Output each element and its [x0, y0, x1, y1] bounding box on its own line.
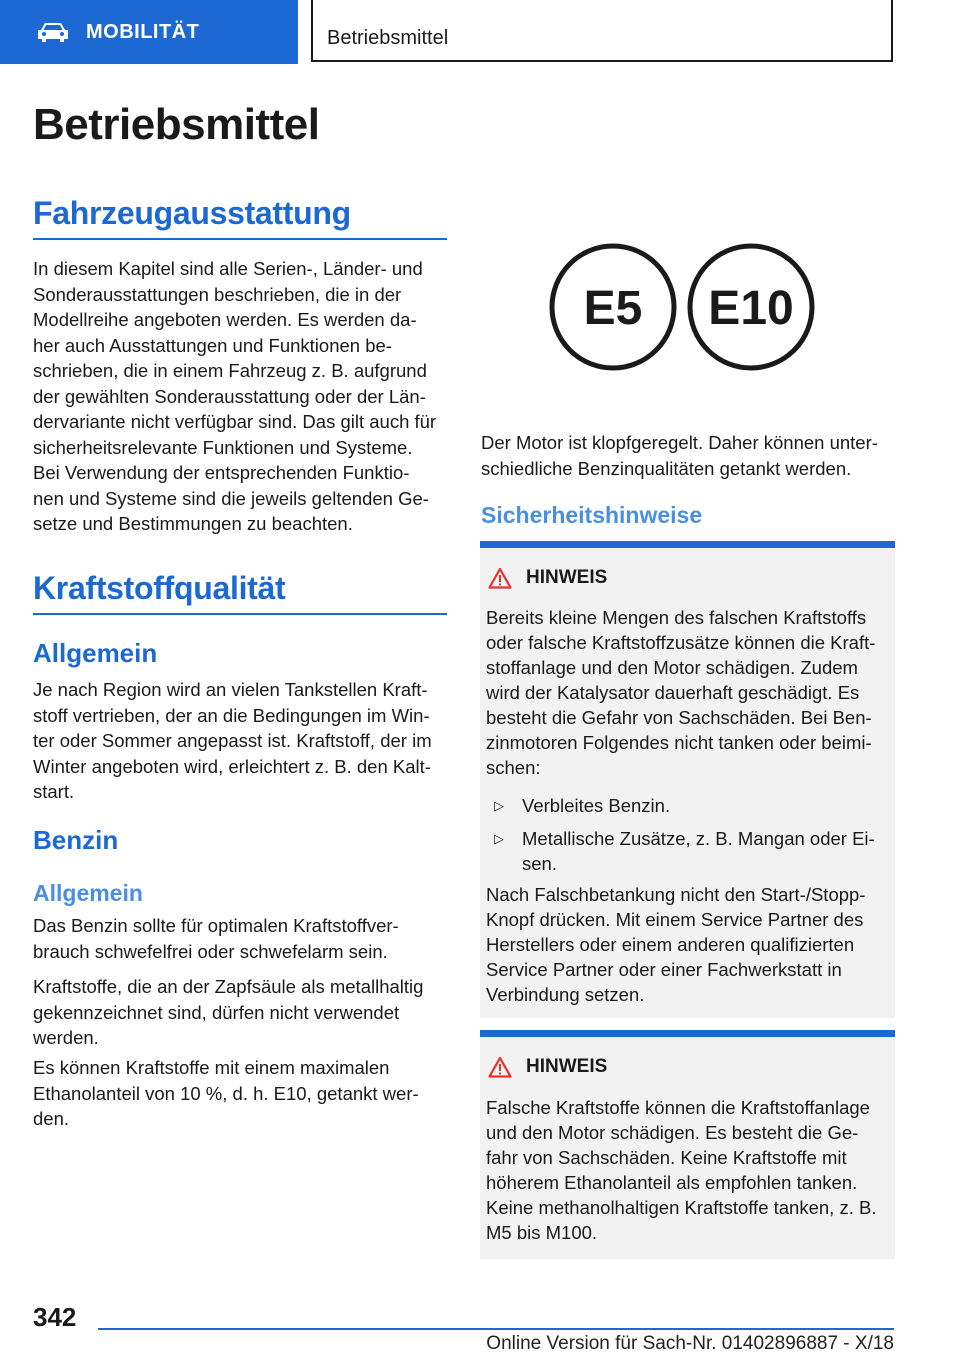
section-label: MOBILITÄT — [86, 20, 200, 43]
text-line: Metallische Zusätze, z. B. Mangan oder Ei- — [522, 828, 875, 849]
text-line: Nach Falschbetankung nicht den Start-/Stopp- — [486, 884, 866, 905]
text-line: Je nach Region wird an vielen Tankstellen Kraft- — [33, 679, 428, 700]
hinweis-box-2 — [480, 1030, 895, 1259]
e5-label: E5 — [583, 282, 643, 335]
text-line: sen. — [522, 853, 557, 874]
hinweis-label-1 — [488, 567, 607, 589]
text-line: gekennzeichnet sind, dürfen nicht verwendet — [33, 1001, 400, 1023]
e5-badge — [552, 246, 674, 368]
hinweis-text: HINWEIS — [526, 567, 608, 588]
text-line: Bei Verwendung der entsprechenden Funktio- — [33, 462, 410, 483]
footer-text: Online Version für Sach-Nr. 01402896887 - X/18 — [486, 1333, 894, 1354]
text-line: Es können Kraftstoffe mit einem maximalen — [33, 1057, 390, 1078]
text-line: und den Motor schädigen. Es besteht die Ge- — [486, 1122, 859, 1143]
heading-benzin: Benzin — [33, 825, 119, 855]
text-line: Herstellers oder einem anderen qualifizierten — [486, 934, 855, 955]
text-line: Keine methanolhaltigen Kraftstoffe tanken, z. B. — [486, 1197, 877, 1218]
text-line: Knopf drücken. Mit einem Service Partner des — [486, 909, 864, 930]
text-line: höherem Ethanolanteil als empfohlen tanken. — [486, 1172, 858, 1193]
page-title: Betriebsmittel — [33, 100, 320, 149]
heading-kraftstoffqualitaet: Kraftstoffqualität — [33, 570, 447, 615]
text-line: M5 bis M100. — [486, 1222, 598, 1243]
text-line: stoff vertrieben, der an die Bedingungen im Win- — [33, 704, 430, 726]
text-line: sicherheitsrelevante Funktionen und Systeme. — [33, 436, 413, 458]
text-line: schiedliche Benzinqualitäten getankt werden. — [481, 457, 852, 479]
chapter-tab[interactable] — [311, 0, 893, 62]
text-line: ter oder Sommer angepasst ist. Kraftstoff, der im — [33, 730, 432, 751]
text-line: werden. — [33, 1027, 99, 1048]
text-line: besteht die Gefahr von Sachschäden. Bei Ben- — [486, 707, 872, 728]
footer-divider — [98, 1328, 894, 1330]
text-line: brauch schwefelfrei oder schwefelarm sein. — [33, 940, 388, 962]
benzin-paragraph-3 — [33, 1055, 447, 1132]
text-line: Bereits kleine Mengen des falschen Kraftstoffs — [486, 607, 867, 628]
fuel-badges — [548, 240, 818, 374]
triangle-bullet-icon: ▷ — [494, 798, 504, 813]
chapter-label: Betriebsmittel — [327, 26, 449, 49]
text-line: Verbleites Benzin. — [522, 795, 671, 816]
section-tab[interactable] — [0, 0, 298, 64]
fahrzeug-text — [33, 256, 447, 537]
heading-sicherheitshinweise: Sicherheitshinweise — [481, 502, 703, 528]
motor-text — [481, 430, 895, 481]
hinweis-1-text — [486, 605, 890, 780]
hinweis-text: HINWEIS — [526, 1056, 608, 1077]
hinweis-1-after-text — [486, 882, 890, 1007]
text-line: Das Benzin sollte für optimalen Kraftstoffver- — [33, 915, 399, 936]
text-line: Service Partner oder einer Fachwerkstatt in — [486, 959, 842, 980]
text-line: Winter angeboten wird, erleichtert z. B. den Kalt- — [33, 755, 431, 777]
text-line: schen: — [486, 757, 541, 778]
text-line: In diesem Kapitel sind alle Serien-, Länder- und — [33, 258, 423, 279]
text-line: nen und Systeme sind die jeweils geltenden Ge- — [33, 487, 429, 509]
text-line: Kraftstoffe, die an der Zapfsäule als metallhaltig — [33, 976, 424, 997]
allgemein-text — [33, 677, 447, 805]
text-line: der gewählten Sonderausstattung oder der Län- — [33, 385, 426, 407]
hinweis-box-1 — [480, 541, 895, 1018]
page-number: 342 — [33, 1302, 77, 1332]
text-line: Der Motor ist klopfgeregelt. Daher können unter- — [481, 432, 878, 453]
text-line: den. — [33, 1108, 70, 1129]
text-line: Verbindung setzen. — [486, 984, 645, 1005]
triangle-bullet-icon: ▷ — [494, 831, 504, 846]
text-line: setze und Bestimmungen zu beachten. — [33, 513, 353, 534]
text-line: Modellreihe angeboten werden. Es werden da- — [33, 309, 417, 330]
heading-benzin-allgemein: Allgemein — [33, 880, 143, 906]
warning-triangle-icon — [488, 1056, 512, 1078]
car-icon — [36, 21, 70, 43]
text-line: zinmotoren Folgendes nicht tanken oder beimi- — [486, 732, 872, 753]
text-line: start. — [33, 781, 75, 802]
hinweis-2-text — [486, 1095, 890, 1245]
warning-triangle-icon — [488, 567, 512, 589]
e10-badge — [690, 246, 812, 368]
heading-fahrzeugausstattung: Fahrzeugausstattung — [33, 195, 447, 240]
text-line: Sonderausstattungen beschrieben, die in der — [33, 283, 402, 305]
text-line: oder falsche Kraftstoffzusätze können die Kraft- — [486, 632, 876, 653]
text-line: fahr von Sachschäden. Keine Kraftstoffe mit — [486, 1147, 847, 1168]
benzin-paragraph-2 — [33, 974, 447, 1051]
heading-allgemein: Allgemein — [33, 638, 158, 668]
e10-label: E10 — [708, 282, 794, 335]
text-line: schrieben, die in einem Fahrzeug z. B. aufgrund — [33, 360, 427, 381]
text-line: dervariante nicht verfügbar sind. Das gilt auch für — [33, 411, 437, 432]
text-line: her auch Ausstattungen und Funktionen be- — [33, 334, 392, 356]
text-line: wird der Katalysator dauerhaft geschädigt. Es — [486, 682, 860, 703]
text-line: stoffanlage und den Motor schädigen. Zudem — [486, 657, 858, 678]
text-line: Ethanolanteil von 10 %, d. h. E10, getankt wer- — [33, 1082, 419, 1104]
text-line: Falsche Kraftstoffe können die Kraftstoffanlage — [486, 1097, 870, 1118]
benzin-paragraph-1 — [33, 913, 447, 964]
hinweis-label-2 — [488, 1056, 607, 1078]
